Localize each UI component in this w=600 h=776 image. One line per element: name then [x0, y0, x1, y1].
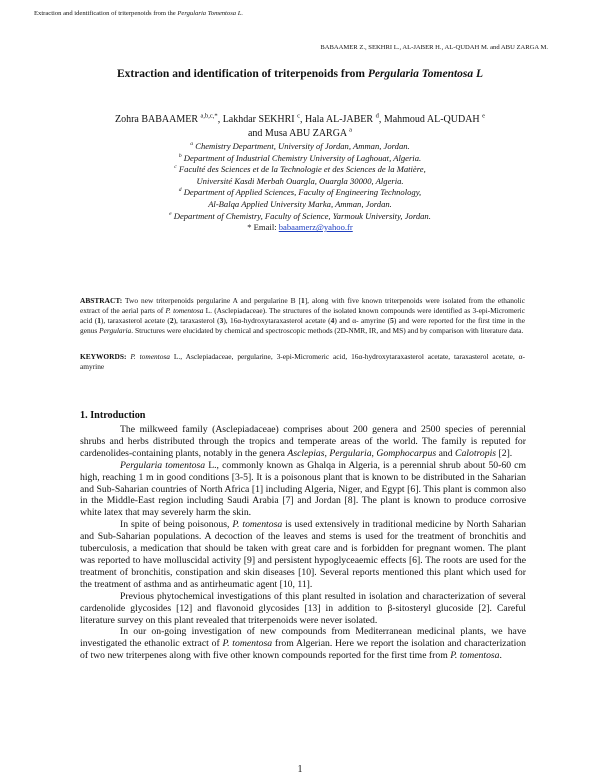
title-species: Pergularia Tomentosa L: [367, 68, 484, 80]
abstract-label: ABSTRACT:: [80, 296, 123, 305]
affiliation-c-line-1: $^c$ Faculté des Sciences et de la Technologie et des Sciences de la Matière,: [174, 164, 426, 175]
contact-email: [0, 222, 600, 234]
keywords-label: KEYWORDS:: [80, 352, 127, 361]
author-list: [0, 113, 600, 141]
affiliations: [0, 141, 600, 234]
affiliation-d-line-1: $^d$ Department of Applied Sciences, Faculty of Engineering Technology,: [178, 187, 422, 198]
affiliation-e: $^e$ Department of Chemistry, Faculty of Science, Yarmouk University, Jordan.: [169, 210, 431, 221]
paragraph-2: Pergularia tomentosa L., commonly known as Ghalqa in Algeria, is a perennial shrub about 50-60 cm high, reaching 1 m in good conditions [3-5]. It is a poisonous plant that is known to be distributed in the Saharian and Sub-Saharian countries of North Africa [1] including Algeria, Niger, and Egypt [6]. This plant is common also in the Middle-East region including Saudi Arabia [7] and Jordan [8]. The plant is known to produce corrosive white latex that may severely harm the skin.: [80, 459, 526, 519]
running-header-authors: BABAAMER Z., SEKHRI L., AL-JABER H., AL-QUDAH M. and ABU ZARGA M.: [320, 44, 548, 51]
email-label: * Email:: [247, 222, 279, 233]
paragraph-5: In our on-going investigation of new compounds from Mediterranean medicinal plants, we have investigated the ethanolic extract of P. tomentosa from Algerian. Here we report the isolation and characterization of two new triterpenes along with five other known compounds reported for the first time from P. tomentosa.: [80, 626, 526, 662]
paragraph-4: Previous phytochemical investigations of this plant resulted in isolation and characterization of several cardenolide glycosides [12] and flavonoid glycosides [13] in addition to β-sitosteryl glucoside [2]. Careful literature survey on this plant revealed that triterpenoids were never isolated.: [80, 590, 526, 626]
affiliation-b: $^b$ Department of Industrial Chemistry University of Laghouat, Algeria.: [178, 152, 422, 163]
author-line-2: and Musa ABU ZARGA $^a$: [247, 126, 352, 139]
abstract: ABSTRACT: Two new triterpenoids pergularine A and pergularine B [1], along with five known triterpenoids were isolated from the ethanolic extract of the aerial parts of P. tomentosa L. (Asclepiadaceae). The structures of the isolated known compounds were identified as 3-epi-Micromeric acid (1), taraxasterol acetate (2), taraxasterol (3), 16α-hydroxytaraxasterol acetate (4) and α- amyrine (5) and were reported for the first time in the genus Pergularia. Structures were elucidated by chemical and spectroscopic methods (2D-NMR, IR, and MS) and by comparison with literature data.: [80, 296, 526, 335]
email-link[interactable]: babaamerz@yahoo.fr: [278, 222, 353, 233]
paragraph-3: In spite of being poisonous, P. tomentosa is used extensively in traditional medicine by North Saharian and Sub-Saharian populations. A decoction of the leaves and stems is used for the treatment of bronchitis and tuberculosis, a medication that should be taken with great care and is forbidden for pregnant women. The plant was reported to have molluscidal activity [9] and persistent hypoglyceaemic effects [6]. The roots are used for the treatment of bronchitis, constipation and skin diseases [10]. Several reports mentioned this plant which used for the treatment of asthma and as antirheumatic agent [10, 11].: [80, 519, 527, 590]
introduction-body: [80, 424, 526, 662]
affiliation-c-line-2: Université Kasdi Merbah Ouargla, Ouargla 30000, Algeria.: [196, 175, 404, 186]
section-heading: 1. Introduction: [80, 410, 146, 421]
affiliation-d-line-2: Al-Balqa Applied University Marka, Amman, Jordan.: [208, 198, 392, 209]
keywords: KEYWORDS: P. tomentosa L., Asclepiadaceae, pergularine, 3-epi-Micromeric acid, 16α-hydroxytaraxasterol acetate, taraxasterol acetate, α- amyrine: [80, 352, 525, 371]
paragraph-1: The milkweed family (Asclepiadaceae) comprises about 200 genera and 2500 species of perennial shrubs and herbs distributed through the tropics and temperate areas of the world. The family is reputed for cardenolides-containing plants, notably in the genera Asclepias, Pergularia, Gomphocarpus and Calotropis [2].: [80, 424, 526, 459]
title-main: Extraction and identification of triterpenoids from: [116, 68, 368, 80]
affiliation-a: $^a$ Chemistry Department, University of Jordan, Amman, Jordan.: [190, 141, 410, 151]
paper-title: [0, 68, 600, 80]
page-number: 1: [297, 764, 303, 775]
running-header-title: Extraction and identification of triterpenoids from the Pergularia Tomentosa L.: [34, 10, 244, 17]
author-line-1: Zohra BABAAMER $^{a,b,c,*}$, Lakhdar SEKHRI $^c$, Hala AL-JABER $^d$, Mahmoud AL-QUDAH $^e$: [114, 112, 486, 125]
